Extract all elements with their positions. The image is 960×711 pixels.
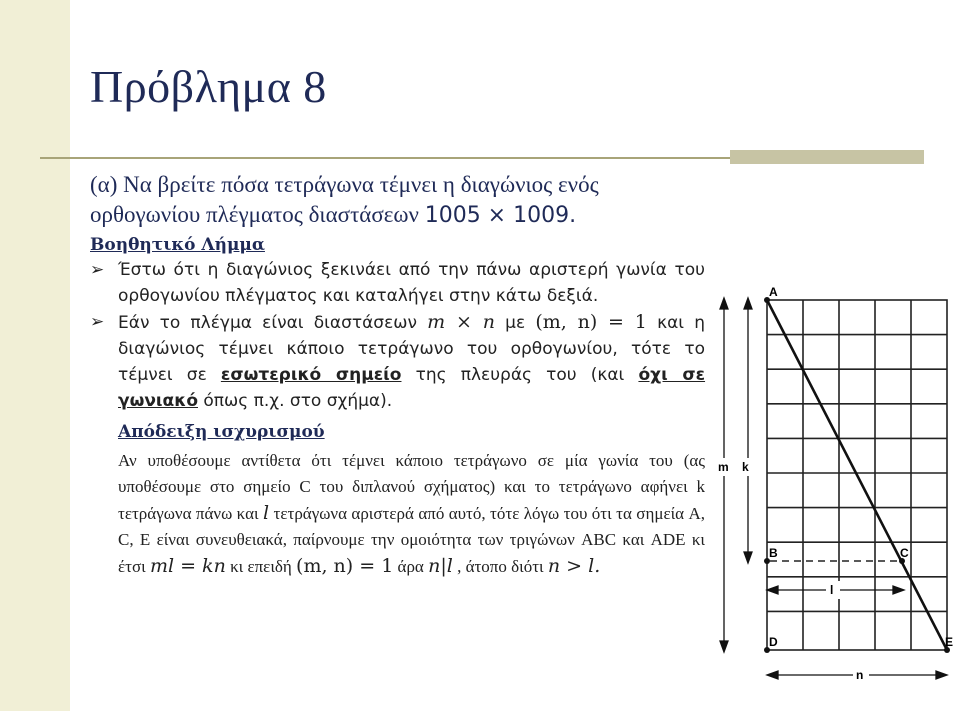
bullet-2-interior: εσωτερικό σημείο <box>220 365 402 385</box>
bullet-1-text: Έστω ότι η διαγώνιος ξεκινάει από την πάνω αριστερή γωνία του ορθογωνίου πλέγματος και καταλήγει στην κάτω δεξιά. <box>118 260 705 306</box>
bullet-2 <box>90 309 705 414</box>
label-m: m <box>718 460 729 474</box>
proof-gcd: (m, n) = 1 <box>296 555 394 577</box>
proof-t5: , άτοπο διότι <box>457 557 544 576</box>
slide-body <box>90 170 705 580</box>
title-rule <box>40 157 730 159</box>
title-rule-block <box>730 150 924 164</box>
label-b: B <box>769 546 778 560</box>
left-decorative-band <box>0 0 70 711</box>
bullet-arrow-icon: ➢ <box>90 312 105 332</box>
label-c: C <box>900 546 909 560</box>
part-a <box>90 170 705 231</box>
bullet-2-post3: όπως π.χ. στο σχήμα). <box>203 391 393 411</box>
proof-t4: άρα <box>397 557 424 576</box>
label-n: n <box>856 668 864 682</box>
bullet-2-post: και η διαγώνιος τέμνει κάποιο τετράγωνο του ορθογωνίου, τότε το τέμνει σε <box>118 313 705 385</box>
part-a-text: Να βρείτε πόσα τετράγωνα τέμνει η διαγώνιος ενός ορθογωνίου πλέγματος διαστάσεων <box>90 172 599 227</box>
proof-t1: Αν υποθέσουμε αντίθετα ότι τέμνει κάποιο τετράγωνο σε μία γωνία του (ας υποθέσουμε στο σημείο C του διπλανού σχήματος) και το τετράγωνο αφήνει k τετράγωνα πάνω και <box>118 451 705 523</box>
proof-eq1: ml = kn <box>149 555 226 577</box>
bullet-2-pre: Εάν το πλέγμα είναι διαστάσεων <box>118 313 417 333</box>
figure-background <box>712 282 960 692</box>
proof-l: l <box>263 502 270 524</box>
label-l: l <box>830 583 834 597</box>
proof-t3: κι επειδή <box>230 557 292 576</box>
part-a-dims: 1005 × 1009. <box>424 203 577 228</box>
label-e: E <box>945 635 954 649</box>
slide-title: Πρόβλημα 8 <box>90 61 327 112</box>
bullet-2-not-corner: όχι σε γωνιακό <box>118 365 706 411</box>
part-a-label: (α) <box>90 172 118 197</box>
label-d: D <box>769 635 778 649</box>
bullet-arrow-icon: ➢ <box>90 260 105 280</box>
label-a: A <box>769 285 778 299</box>
label-k: k <box>742 460 749 474</box>
proof-div: n|l <box>428 555 453 577</box>
bullet-2-gcd: (m, n) = 1 <box>535 311 647 333</box>
bullet-1 <box>90 257 705 309</box>
proof-t2: τετράγωνα αριστερά από αυτό, τότε λόγω του ότι τα σημεία A, C, E είναι συνευθειακά, παίρνουμε την ομοιότητα των τριγώνων ABC και ADE κι έτσι <box>118 504 706 576</box>
bullet-2-dims: m × n <box>427 311 495 333</box>
bullet-2-post2: της πλευράς του (και <box>415 365 625 385</box>
lemma-title: Βοηθητικό Λήμμα <box>90 235 265 255</box>
grid-diagram <box>712 282 960 692</box>
proof-ineq: n > l. <box>547 555 601 577</box>
proof-text <box>118 448 705 580</box>
proof-title: Απόδειξη ισχυρισμού <box>118 422 325 442</box>
bullet-2-mid: με <box>505 313 526 333</box>
